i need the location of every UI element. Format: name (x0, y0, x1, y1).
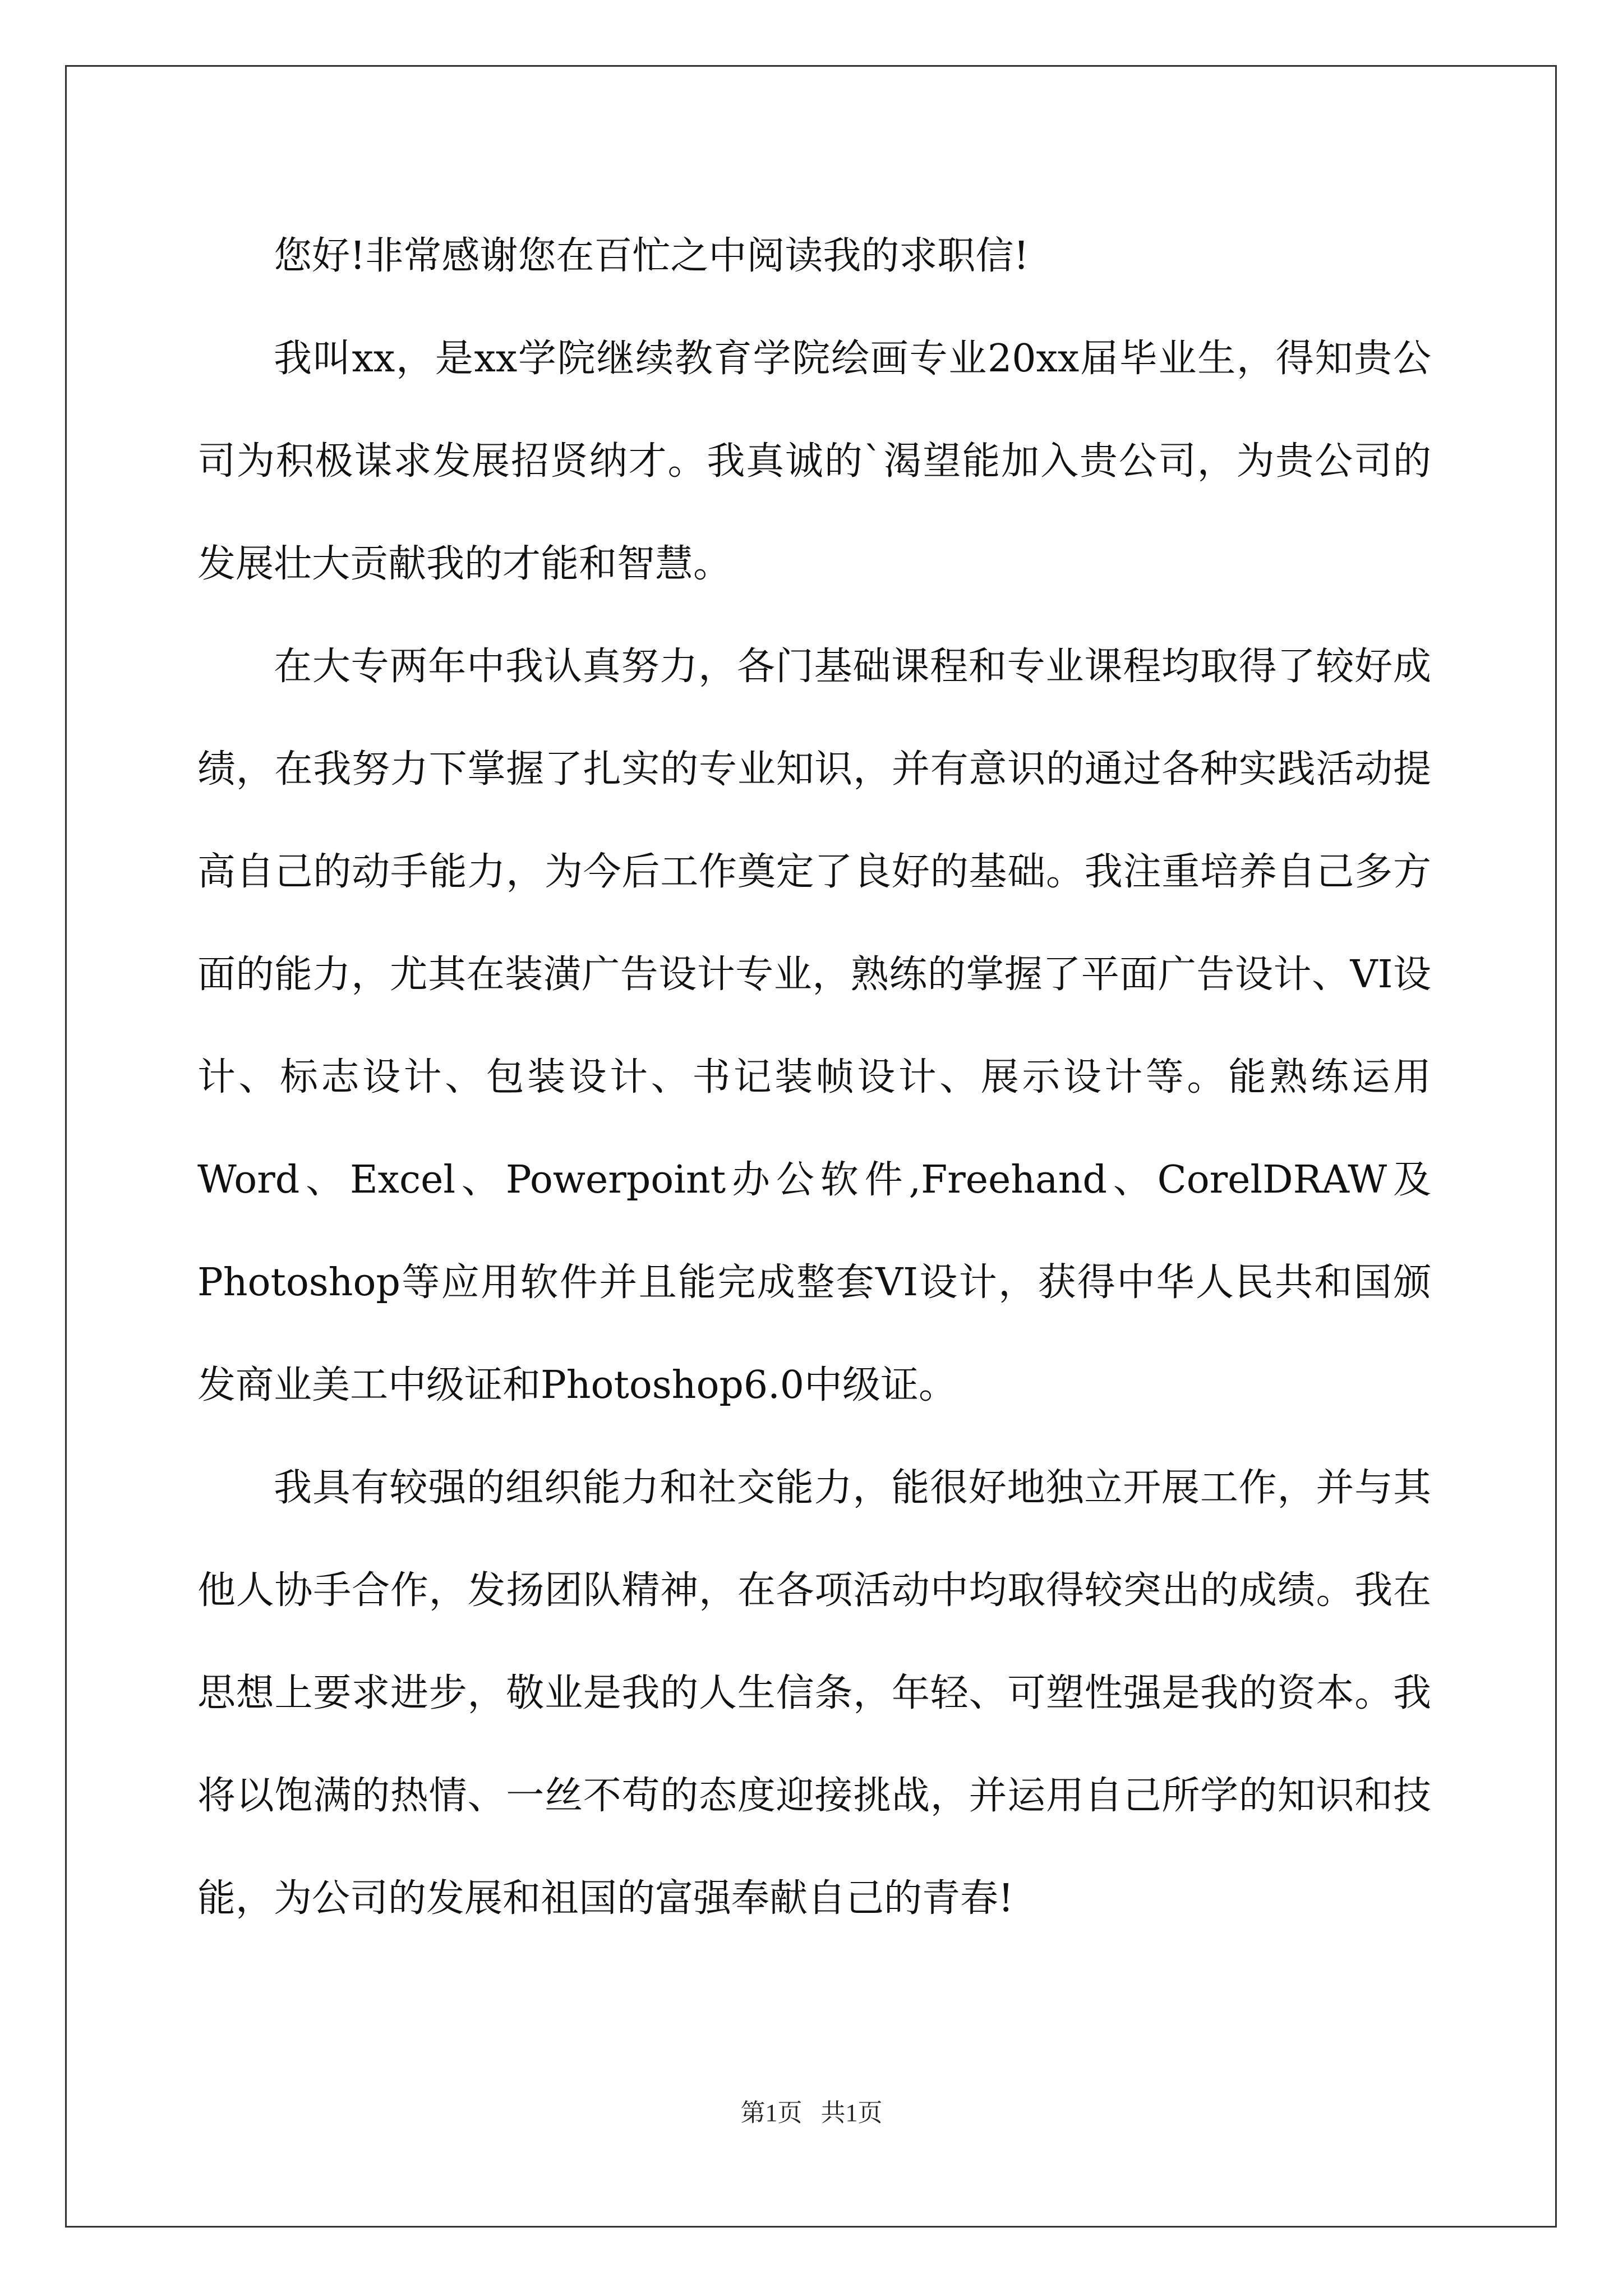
page-total: 共1页 (820, 2099, 883, 2127)
page-number: 第1页 (740, 2099, 803, 2127)
letter-body (197, 205, 1431, 1950)
paragraph-greeting: 您好!非常感谢您在百忙之中阅读我的求职信! (274, 234, 1029, 278)
paragraph-education-skills: 在大专两年中我认真努力，各门基础课程和专业课程均取得了较好成绩，在我努力下掌握了扎实的专业知识，并有意识的通过各种实践活动提高自己的动手能力，为今后工作奠定了良好的基础。我注重培养自己多方面的能力，尤其在装潢广告设计专业，熟练的掌握了平面广告设计、VI设计、标志设计、包装设计、书记装帧设计、展示设计等。能熟练运用Word、Excel、Powerpoint办公软件,Freehand、CorelDRAW及Photoshop等应用软件并且能完成整套VI设计，获得中华人民共和国颁发商业美工中级证和Photoshop6.0中级证。 (197, 645, 1431, 1407)
paragraph-personal-qualities: 我具有较强的组织能力和社交能力，能很好地独立开展工作，并与其他人协手合作，发扬团队精神，在各项活动中均取得较突出的成绩。我在思想上要求进步，敬业是我的人生信条，年轻、可塑性强是我的资本。我将以饱满的热情、一丝不苟的态度迎接挑战，并运用自己所学的知识和技能，为公司的发展和祖国的富强奉献自己的青春! (197, 1466, 1431, 1921)
page-footer (0, 2092, 1623, 2128)
paragraph-introduction: 我叫xx，是xx学院继续教育学院绘画专业20xx届毕业生，得知贵公司为积极谋求发展招贤纳才。我真诚的`渴望能加入贵公司，为贵公司的发展壮大贡献我的才能和智慧。 (197, 337, 1431, 586)
